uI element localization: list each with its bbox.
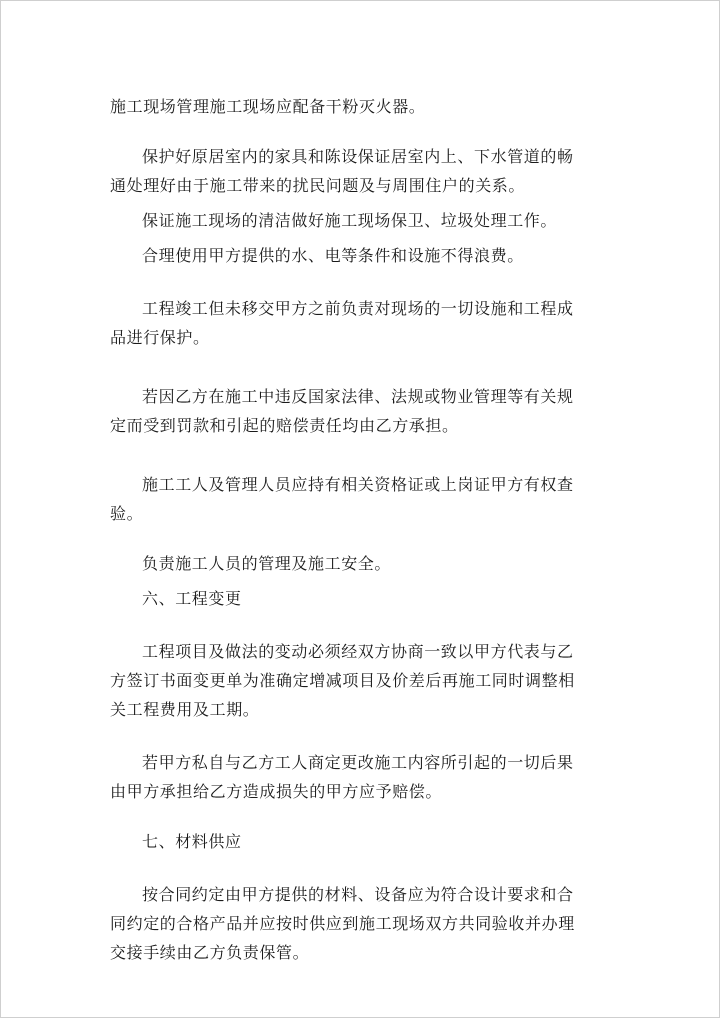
section-heading-material-supply: 七、材料供应 bbox=[142, 832, 242, 851]
paragraph-change-order: 工程项目及做法的变动必须经双方协商一致以甲方代表与乙方签订书面变更单为准确定增减项目及价差后再施工同时调整相关工程费用及工期。 bbox=[110, 642, 575, 719]
paragraph-utilities-use: 合理使用甲方提供的水、电等条件和设施不得浪费。 bbox=[142, 246, 524, 265]
document-body bbox=[110, 92, 584, 967]
paragraph-legal-liability: 若因乙方在施工中违反国家法律、法规或物业管理等有关规定而受到罚款和引起的赔偿责任均由乙方承担。 bbox=[110, 387, 574, 435]
paragraph-completion-protection: 工程竣工但未移交甲方之前负责对现场的一切设施和工程成品进行保护。 bbox=[110, 299, 574, 347]
paragraph-private-changes: 若甲方私自与乙方工人商定更改施工内容所引起的一切后果由甲方承担给乙方造成损失的甲方应予赔偿。 bbox=[110, 753, 574, 801]
paragraph-protect-furniture: 保护好原居室内的家具和陈设保证居室内上、下水管道的畅通处理好由于施工带来的扰民问题及与周围住户的关系。 bbox=[110, 147, 574, 195]
section-heading-project-changes: 六、工程变更 bbox=[142, 589, 242, 608]
paragraph-material-acceptance: 按合同约定由甲方提供的材料、设备应为符合设计要求和合同约定的合格产品并应按时供应到施工现场双方共同验收并办理交接手续由乙方负责保管。 bbox=[110, 885, 575, 962]
paragraph-worker-certificates: 施工工人及管理人员应持有相关资格证或上岗证甲方有权查验。 bbox=[110, 475, 574, 523]
paragraph-site-cleanliness: 保证施工现场的清洁做好施工现场保卫、垃圾处理工作。 bbox=[142, 211, 558, 230]
paragraph-worker-safety: 负责施工人员的管理及施工安全。 bbox=[142, 554, 392, 573]
paragraph-fire-extinguisher: 施工现场管理施工现场应配备干粉灭火器。 bbox=[110, 97, 426, 116]
